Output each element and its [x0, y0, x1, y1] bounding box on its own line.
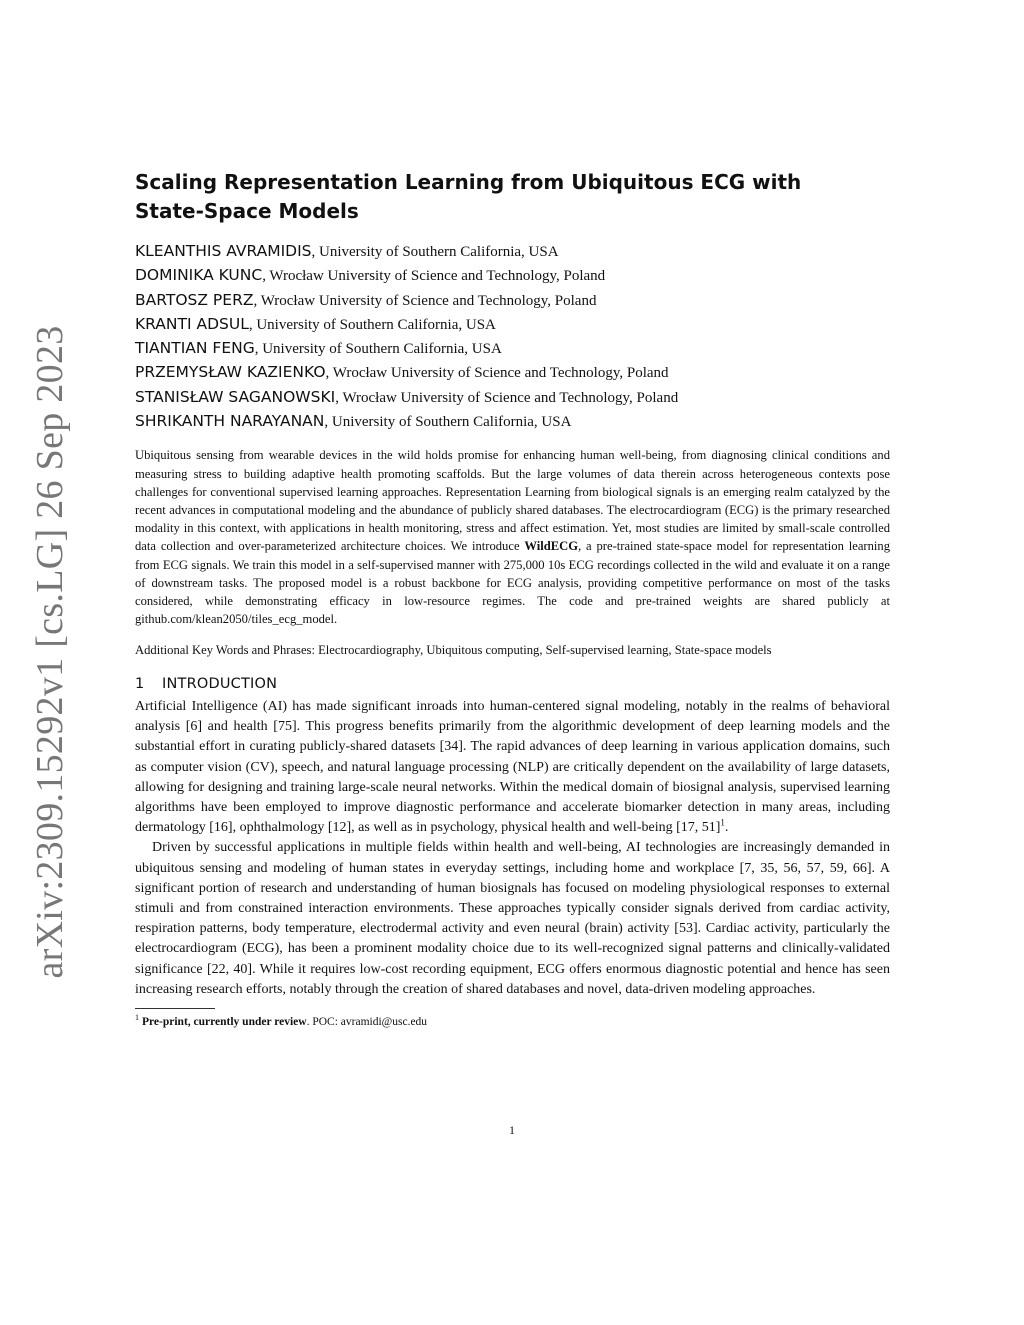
- author-entry: SHRIKANTH NARAYANAN, University of Southern California, USA: [135, 412, 572, 431]
- footnote-divider: [135, 1008, 215, 1009]
- model-name: WildECG: [524, 539, 579, 554]
- author-name: DOMINIKA KUNC: [135, 266, 263, 285]
- footnote-marker[interactable]: 1: [720, 817, 725, 828]
- footnote-text: . POC: avramidi@usc.edu: [306, 1016, 428, 1029]
- abstract-text: Ubiquitous sensing from wearable devices in the wild holds promise for enhancing human well-being, from diagnosing clinical conditions and measuring stress to building adaptive health promoting scaffolds. But the large volumes of data therein across heterogeneous contexts pose challenges for conventional supervised learning approaches. Representation Learning from biological signals is an emerging realm catalyzed by the recent advances in computational modeling and the abundance of publicly shared databases. The electrocardiogram (ECG) is the primary researched modality in this context, with applications in health monitoring, stress and affect estimation. Yet, most studies are limited by small-scale controlled data collection and over-parameterized architecture choices. We introduce: [135, 448, 890, 554]
- author-entry: TIANTIAN FENG, University of Southern California, USA: [135, 339, 502, 358]
- author-entry: PRZEMYSŁAW KAZIENKO, Wrocław University of Science and Technology, Poland: [135, 363, 669, 382]
- abstract: [135, 446, 890, 628]
- section-heading: [135, 675, 890, 693]
- author-name: STANISŁAW SAGANOWSKI: [135, 387, 336, 406]
- author-entry: KLEANTHIS AVRAMIDIS, University of Southern California, USA: [135, 242, 559, 260]
- author-affiliation: University of Southern California, USA: [262, 341, 502, 358]
- keywords: Additional Key Words and Phrases: Electrocardiography, Ubiquitous computing, Self-supervised learning, State-space models: [135, 643, 772, 657]
- author-affiliation: Wrocław University of Science and Technology, Poland: [260, 292, 597, 309]
- section-title: INTRODUCTION: [162, 676, 278, 692]
- author-name: KLEANTHIS AVRAMIDIS: [135, 242, 312, 260]
- author-affiliation: University of Southern California, USA: [319, 244, 559, 260]
- author-name: BARTOSZ PERZ: [135, 290, 254, 309]
- footnote: [135, 1015, 890, 1030]
- arxiv-identifier: arXiv:2309.15292v1 [cs.LG] 26 Sep 2023: [29, 325, 71, 979]
- footnote-number: 1: [135, 1013, 139, 1023]
- author-affiliation: Wrocław University of Science and Technology, Poland: [269, 268, 606, 285]
- section-number: 1: [135, 676, 145, 692]
- page-number: 1: [509, 1123, 515, 1137]
- author-entry: KRANTI ADSUL, University of Southern California, USA: [135, 314, 496, 333]
- paragraph-text: Artificial Intelligence (AI) has made significant inroads into human-centered signal modeling, notably in the realms of behavioral analysis [6] and health [75]. This progress benefits primarily from the algorithmic development of deep learning models and the substantial effort in curating publicly-shared datasets [34]. The rapid advances of deep learning in various application domains, such as computer vision (CV), speech, and natural language processing (NLP) are critically dependent on the availability of large datasets, allowing for designing and training large-scale neural networks. Within the medical domain of biosignal analysis, supervised learning algorithms have been employed to improve diagnostic performance and accelerate biomarker detection in many areas, including dermatology [16], ophthalmology [12], as well as in psychology, physical health and well-being [17, 51]: [135, 699, 890, 836]
- author-entry: STANISŁAW SAGANOWSKI, Wrocław University of Science and Technology, Poland: [135, 387, 679, 406]
- author-affiliation: Wrocław University of Science and Technology, Poland: [332, 365, 669, 382]
- author-affiliation: University of Southern California, USA: [331, 414, 572, 431]
- body-paragraph: Driven by successful applications in multiple fields within health and well-being, AI technologies are increasingly demanded in ubiquitous sensing and modeling of human states in everyday settings, including home and workplace [7, 35, 56, 57, 59, 66]. A significant portion of research and understanding of human biosignals has focused on modeling physiological responses to external stimuli and from constrained interaction environments. These approaches typically consider signals derived from cardiac activity, respiration patterns, body temperature, electrodermal activity and even neural (brain) activity [53]. Cardiac activity, particularly the electrocardiogram (ECG), has been a prominent modality choice due to its well-recognized signal patterns and clinically-validated significance [22, 40]. While it requires low-cost recording equipment, ECG offers enormous diagnostic potential and hence has seen increasing research efforts, notably through the creation of shared databases and novel, data-driven modeling approaches.: [135, 840, 890, 997]
- author-name: TIANTIAN FENG: [135, 339, 255, 358]
- author-affiliation: Wrocław University of Science and Technology, Poland: [342, 389, 679, 406]
- author-name: KRANTI ADSUL: [135, 314, 249, 333]
- paragraph-end: .: [724, 820, 729, 836]
- footnote-bold: Pre-print, currently under review: [142, 1016, 307, 1029]
- paper-page: [135, 168, 890, 1030]
- paper-title: Scaling Representation Learning from Ubiquitous ECG with State-Space Models: [135, 170, 802, 223]
- author-affiliation: University of Southern California, USA: [256, 316, 496, 333]
- author-name: SHRIKANTH NARAYANAN: [135, 412, 325, 431]
- author-list: [135, 240, 890, 434]
- body-paragraph: [135, 697, 890, 838]
- abstract-text-continued: , a pre-trained state-space model for representation learning from ECG signals. We train this model in a self-supervised manner with 275,000 10s ECG recordings collected in the wild and evaluate it on a range of downstream tasks. The proposed model is a robust backbone for ECG analysis, providing competitive performance on most of the tasks considered, while demonstrating efficacy in low-resource regimes. The code and pre-trained weights are shared publicly at github.com/klean2050/tiles_ecg_model.: [135, 539, 890, 627]
- author-entry: BARTOSZ PERZ, Wrocław University of Science and Technology, Poland: [135, 290, 597, 309]
- author-entry: DOMINIKA KUNC, Wrocław University of Science and Technology, Poland: [135, 266, 606, 285]
- author-name: PRZEMYSŁAW KAZIENKO: [135, 363, 326, 382]
